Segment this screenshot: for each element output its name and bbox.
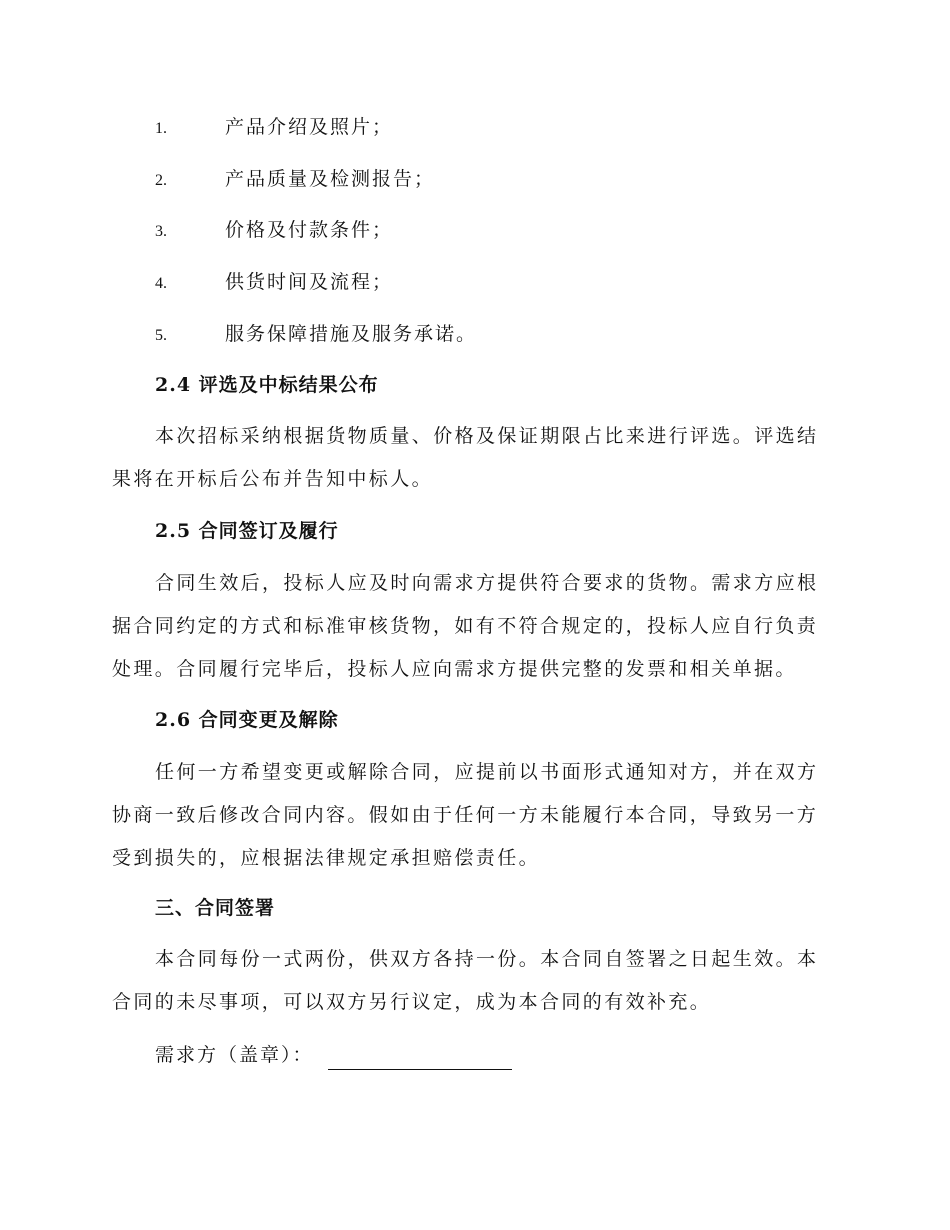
list-number: 3. [155,223,167,240]
list-text: 产品介绍及照片； [225,116,394,138]
section-body-2-6: 任何一方希望变更或解除合同，应提前以书面形式通知对方，并在双方协商一致后修改合同内容。假如由于任何一方未能履行本合同，导致另一方受到损失的，应根据法律规定承担赔偿责任。 [112,761,819,869]
section-heading-2-6: 2.6 合同变更及解除 [155,709,339,731]
list-item-4 [155,267,393,297]
section-body-3: 本合同每份一式两份，供双方各持一份。本合同自签署之日起生效。本合同的未尽事项，可以双方另行议定，成为本合同的有效补充。 [112,948,819,1013]
list-number: 4. [155,275,167,292]
section-heading-2-4: 2.4 评选及中标结果公布 [155,374,379,396]
section-body-2-4: 本次招标采纳根据货物质量、价格及保证期限占比来进行评选。评选结果将在开标后公布并告知中标人。 [112,425,819,490]
list-text: 供货时间及流程； [225,271,394,293]
signature-blank[interactable] [328,1047,512,1070]
section-body-2-5: 合同生效后，投标人应及时向需求方提供符合要求的货物。需求方应根据合同约定的方式和标准审核货物，如有不符合规定的，投标人应自行负责处理。合同履行完毕后，投标人应向需求方提供完整的发票和相关单据。 [112,572,819,680]
list-item-1 [155,112,393,142]
list-item-2 [155,164,435,194]
list-text: 价格及付款条件； [225,219,394,241]
section-heading-2-5: 2.5 合同签订及履行 [155,520,339,542]
list-number: 5. [155,327,167,344]
signature-label: 需求方（盖章）： [155,1044,314,1066]
list-item-3 [155,215,393,245]
list-number: 2. [155,172,167,189]
section-heading-3: 三、合同签署 [155,897,276,919]
list-number: 1. [155,120,167,137]
list-item-5 [155,319,477,349]
signature-line [155,1040,512,1070]
list-text: 服务保障措施及服务承诺。 [225,323,478,345]
list-text: 产品质量及检测报告； [225,168,436,190]
